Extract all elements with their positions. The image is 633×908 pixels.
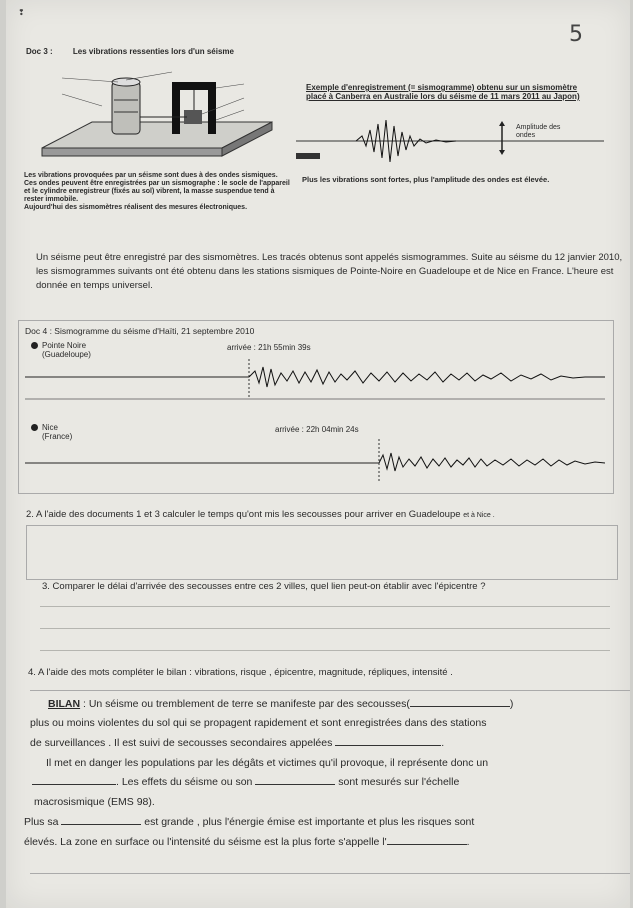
blank-risque[interactable] (32, 784, 116, 785)
question-2-answer-area[interactable] (26, 525, 618, 580)
bilan-line-1-end: ) (509, 698, 514, 710)
station2-region: (France) (42, 432, 73, 441)
answer-line-3[interactable] (40, 650, 610, 651)
blank-intensite[interactable] (255, 784, 335, 785)
bilan-box (24, 690, 630, 874)
bilan-line-4: Il met en danger les populations par les dégâts et victimes qu'il provoque, il représente donc un (46, 757, 489, 769)
station2-arrival: arrivée : 22h 04min 24s (275, 425, 359, 434)
bilan-line-1: : Un séisme ou tremblement de terre se manifeste par des secousses( (80, 698, 410, 710)
amplitude-label: Amplitude des ondes (516, 124, 561, 139)
doc3-caption-right: Plus les vibrations sont fortes, plus l'amplitude des ondes est élevée. (302, 175, 550, 184)
doc3-title: Les vibrations ressenties lors d'un séisme (72, 47, 234, 56)
page-number: 5 (569, 22, 583, 47)
worksheet-page (6, 0, 630, 908)
doc4-title: Doc 4 : Sismogramme du séisme d'Haïti, 21 septembre 2010 (25, 326, 255, 336)
corner-mark: ❢ (18, 8, 25, 17)
bilan-line-3: de surveillances . Il est suivi de secousses secondaires appelées (30, 737, 333, 749)
doc3-caption-left (24, 172, 294, 212)
doc3-label: Doc 3 : (26, 47, 53, 56)
intro-paragraph: Un séisme peut être enregistré par des sismomètres. Les tracés obtenus sont appelés sismogrammes. Suite au séisme du 12 janvier 2010, les sismogrammes suivants ont été obtenu dans les stations sismiques de Pointe-Noire en Guadeloupe et de Nice en France. L'heure est donnée en temps universel. (36, 252, 623, 291)
station-marker-2 (31, 424, 38, 431)
caption-line-3: Aujourd'hui des sismomètres réalisent des mesures électroniques. (24, 204, 248, 211)
example-title: Exemple d'enregistrement (= sismogramme) obtenu sur un sismomètre placé à Canberra en Australie lors du séisme de 11 mars 2011 au Japon) (306, 83, 580, 101)
caption-line-1: Les vibrations provoquées par un séisme sont dues à des ondes sismiques. (24, 172, 278, 179)
blank-epicentre[interactable] (387, 844, 467, 845)
station1-arrival: arrivée : 21h 55min 39s (227, 343, 311, 352)
bilan-line-5-end: sont mesurés sur l'échelle (338, 776, 460, 788)
bilan-heading: BILAN (48, 698, 81, 710)
bilan-line-3-end: . (441, 737, 445, 749)
bilan-line-8: élevés. La zone en surface ou l'intensité du séisme est la plus forte s'appelle l' (24, 836, 387, 848)
question-2 (26, 509, 495, 520)
bilan-line-7-end: est grande , plus l'énergie émise est importante et plus les risques sont (144, 816, 475, 828)
doc3-heading (26, 47, 234, 56)
station1-region: (Guadeloupe) (42, 350, 91, 359)
question-2-text: 2. A l'aide des documents 1 et 3 calculer le temps qu'ont mis les secousses pour arriver en Guadeloupe (26, 509, 461, 520)
doc4-panel (18, 320, 614, 494)
seismograph-illustration (22, 60, 288, 170)
station1-name: Pointe Noire (42, 341, 87, 350)
seismogram-pointe-noire (25, 353, 605, 403)
example-seismogram (296, 112, 604, 174)
answer-line-1[interactable] (40, 606, 610, 607)
station-marker-1 (31, 342, 38, 349)
answer-line-2[interactable] (40, 628, 610, 629)
bilan-line-5-mid: . Les effets du séisme ou son (116, 776, 253, 788)
station2-name: Nice (42, 423, 59, 432)
question-4: 4. A l'aide des mots compléter le bilan : vibrations, risque , épicentre, magnitude, répliques, intensité . (28, 667, 453, 678)
seismogram-nice (25, 435, 605, 485)
bilan-line-6: macrosismique (EMS 98). (34, 796, 155, 808)
bilan-line-7-start: Plus sa (24, 816, 59, 828)
blank-repliques[interactable] (335, 745, 441, 746)
question-3: 3. Comparer le délai d'arrivée des secousses entre ces 2 villes, quel lien peut-on établir avec l'épicentre ? (42, 581, 486, 592)
bilan-line-2: plus ou moins violentes du sol qui se propagent rapidement et sont enregistrées dans des stations (30, 717, 487, 729)
bilan-line-8-end: . (466, 836, 470, 848)
blank-vibrations[interactable] (410, 706, 510, 707)
question-2-tail: et à Nice . (463, 512, 495, 519)
blank-magnitude[interactable] (61, 824, 141, 825)
caption-line-2: Ces ondes peuvent être enregistrées par un sismographe : le socle de l'appareil et le cylindre enregistreur (fixés au sol) vibrent, la masse suspendue tend à rester immobile. (24, 180, 290, 203)
